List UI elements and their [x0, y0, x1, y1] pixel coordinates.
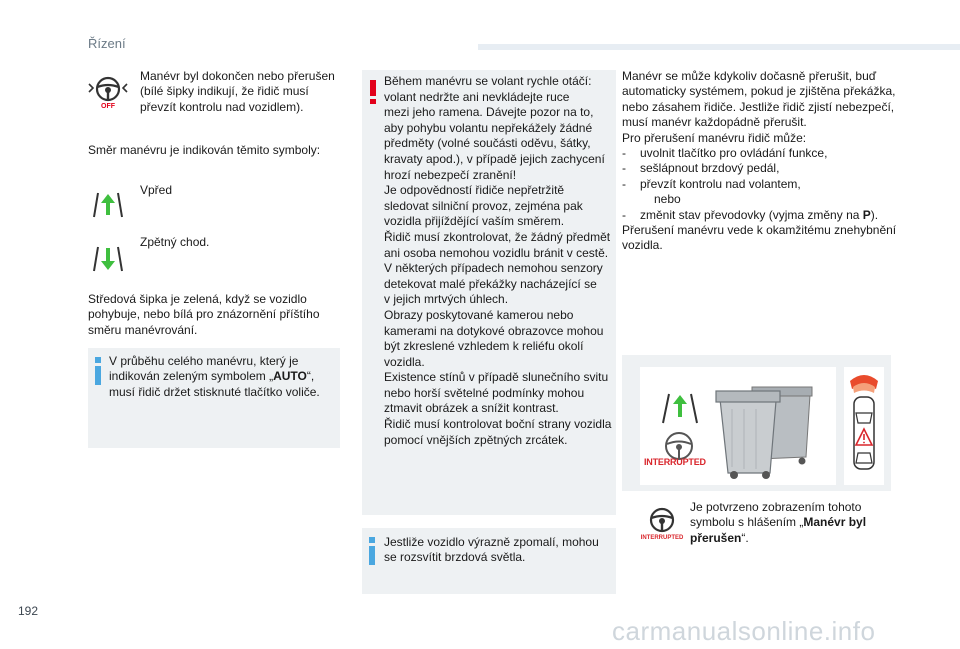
warning-box — [362, 70, 616, 515]
svg-text:INTERRUPTED: INTERRUPTED — [640, 535, 684, 541]
warning-line: V některých případech nemohou senzory — [384, 261, 603, 276]
warning-line: předměty (volné součásti oděvu, šátky, — [384, 136, 591, 151]
warning-line: Existence stínů v případě slunečního svitu — [384, 370, 609, 385]
warning-line: hrozí nebezpečí zranění! — [384, 167, 517, 182]
warning-line: ani osoba nemohou vozidlu bránit v cestě. — [384, 245, 609, 260]
vehicle-top-view — [844, 367, 884, 485]
warning-text — [384, 74, 616, 448]
watermark: carmanualsonline.info — [612, 616, 876, 646]
section-title: Řízení — [88, 36, 126, 51]
steering-interrupted-icon — [636, 506, 688, 542]
page-number: 192 — [18, 604, 39, 618]
warning-line: vozidla. — [384, 354, 425, 369]
waste-bins-obstacle — [714, 383, 814, 481]
warning-line: aby pohybu volantu nepřekážely žádné — [384, 120, 593, 135]
list-item: - převzít kontrolu nad volantem, — [622, 176, 801, 191]
warning-line: Řidič musí kontrolovat boční strany vozidla — [384, 417, 612, 432]
list-item: - změnit stav převodovky (vyjma změny na P). — [622, 207, 879, 222]
info-icon — [95, 357, 101, 385]
off-description: Manévr byl dokončen nebo přerušen (bílé šipky indikují, že řidič musí převzít kontrolu nad vozidlem). — [140, 69, 335, 114]
warning-icon — [370, 80, 376, 104]
svg-text:OFF: OFF — [101, 103, 115, 110]
warning-line: volant nedržte ani nevkládejte ruce — [384, 89, 570, 104]
list-or: nebo — [654, 192, 681, 207]
steering-off-icon — [86, 74, 130, 110]
arrow-color-note: Středová šipka je zelená, když se vozidlo pohybuje, nebo bílá pro znázornění příštího směru manévrování. — [88, 292, 320, 337]
warning-line: detekovat malé překážky nacházející se — [384, 276, 597, 291]
forward-arrow-icon — [658, 391, 702, 425]
warning-line: mezi jeho ramena. Dávejte pozor na to, — [384, 105, 594, 120]
warning-line: ztmavit obrázek a snížit kontrast. — [384, 401, 559, 416]
info-note-text: V průběhu celého manévru, který je indikován zeleným symbolem „AUTO“, musí řidič držet stisknuté tlačítko voliče. — [109, 354, 320, 399]
warning-line: pomocí vnějších zpětných zrcátek. — [384, 432, 568, 447]
forward-arrow-icon — [88, 189, 128, 219]
info-icon — [369, 537, 375, 565]
forward-label: Vpřed — [140, 183, 173, 197]
brake-light-text: Jestliže vozidlo výrazně zpomalí, mohou se rozsvítit brzdová světla. — [384, 535, 599, 565]
interrupted-label: INTERRUPTED — [644, 457, 706, 467]
warning-line: vozidla přijíždějící vaším směrem. — [384, 214, 565, 229]
warning-line: kravaty apod.), v případě jejich zachycení — [384, 151, 605, 166]
reverse-arrow-icon — [88, 243, 128, 273]
warning-line: Je odpovědností řidiče nepřetržitě — [384, 183, 565, 198]
interruption-illustration — [622, 355, 891, 491]
warning-line: Obrazy poskytované kamerou nebo — [384, 307, 574, 322]
interruption-outcome: Přerušení manévru vede k okamžitému znehybnění vozidla. — [622, 223, 897, 253]
interruption-intro-text: Manévr se může kdykoliv dočasně přerušit, buď automaticky systémem, pokud je zjištěna překážka, nebo zásahem řidiče. Jestliže řidič zjistí nebezpečí, musí manévr každopádně přerušit. — [622, 69, 896, 130]
warning-line: nebo horší světelné podmínky mohou — [384, 385, 585, 400]
header-bar — [478, 44, 960, 50]
reverse-label: Zpětný chod. — [140, 235, 210, 249]
direction-intro: Směr manévru je indikován těmito symboly: — [88, 143, 321, 157]
warning-line: v jejich mrtvých úhlech. — [384, 292, 509, 307]
confirm-text: Je potvrzeno zobrazením tohoto symbolu s hlášením „Manévr byl přerušen“. — [690, 500, 867, 545]
brake-light-note-box — [362, 528, 616, 594]
warning-line: kamerami na dotykové obrazovce mohou — [384, 323, 604, 338]
info-note-box — [88, 348, 340, 448]
warning-line: sledovat silniční provoz, zejména pak — [384, 198, 583, 213]
warning-line: Řidič musí zkontrolovat, že žádný předmět — [384, 229, 611, 244]
interruption-intro — [622, 69, 902, 254]
warning-line: Během manévru se volant rychle otáčí: — [384, 74, 592, 88]
warning-line: být zkreslené vzhledem k reliéfu okolí — [384, 339, 584, 354]
list-item: - sešlápnout brzdový pedál, — [622, 161, 780, 176]
list-item: - uvolnit tlačítko pro ovládání funkce, — [622, 146, 828, 161]
interruption-list-title: Pro přerušení manévru řidič může: — [622, 130, 807, 145]
